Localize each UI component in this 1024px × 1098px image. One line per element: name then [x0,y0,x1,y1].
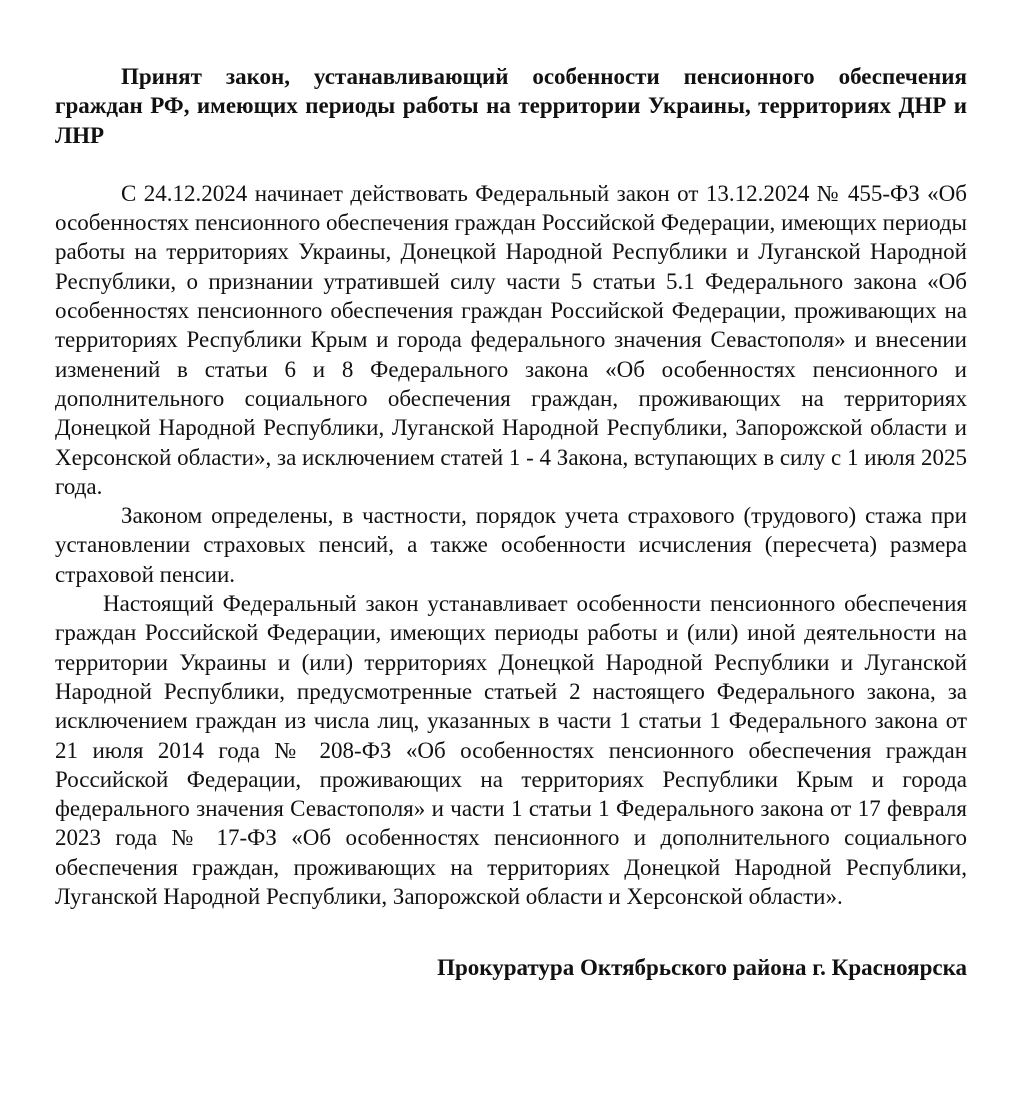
paragraph-law-effective-date: С 24.12.2024 начинает действовать Федеральный закон от 13.12.2024 № 455-ФЗ «Об особенностях пенсионного обеспечения граждан Российской Федерации, имеющих периоды работы на территориях Украины, Донецкой Народной Республики и Луганской Народной Республики, о признании утратившей силу части 5 статьи 5.1 Федерального закона «Об особенностях пенсионного обеспечения граждан Российской Федерации, проживающих на территориях Республики Крым и города федерального значения Севастополя» и внесении изменений в статьи 6 и 8 Федерального закона «Об особенностях пенсионного и дополнительного социального обеспечения граждан, проживающих на территориях Донецкой Народной Республики, Луганской Народной Республики, Запорожской области и Херсонской области», за исключением статей 1 - 4 Закона, вступающих в силу с 1 июля 2025 года. [55,180,967,499]
paragraph-law-scope: Законом определены, в частности, порядок учета страхового (трудового) стажа при установлении страховых пенсий, а также особенности исчисления (пересчета) размера страховой пенсии. [55,503,967,587]
paragraph-law-details: Настоящий Федеральный закон устанавливает особенности пенсионного обеспечения граждан Российской Федерации, имеющих периоды работы и (или) иной деятельности на территории Украины и (или) территориях Донецкой Народной Республики и Луганской Народной Республики, предусмотренные статьей 2 настоящего Федерального закона, за исключением граждан из числа лиц, указанных в части 1 статьи 1 Федерального закона от 21 июля 2014 года № 208-ФЗ «Об особенностях пенсионного обеспечения граждан Российской Федерации, проживающих на территориях Республики Крым и города федерального значения Севастополя» и части 1 статьи 1 Федерального закона от 17 февраля 2023 года № 17-ФЗ «Об особенностях пенсионного и дополнительного социального обеспечения граждан, проживающих на территориях Донецкой Народной Республики, Луганской Народной Республики, Запорожской области и Херсонской области». [55,591,967,910]
document-signature: Прокуратура Октябрьского района г. Красноярска [437,955,967,981]
document-page [55,62,967,983]
document-title: Принят закон, устанавливающий особенности пенсионного обеспечения граждан РФ, имеющих периоды работы на территории Украины, территориях ДНР и ЛНР [55,64,967,148]
